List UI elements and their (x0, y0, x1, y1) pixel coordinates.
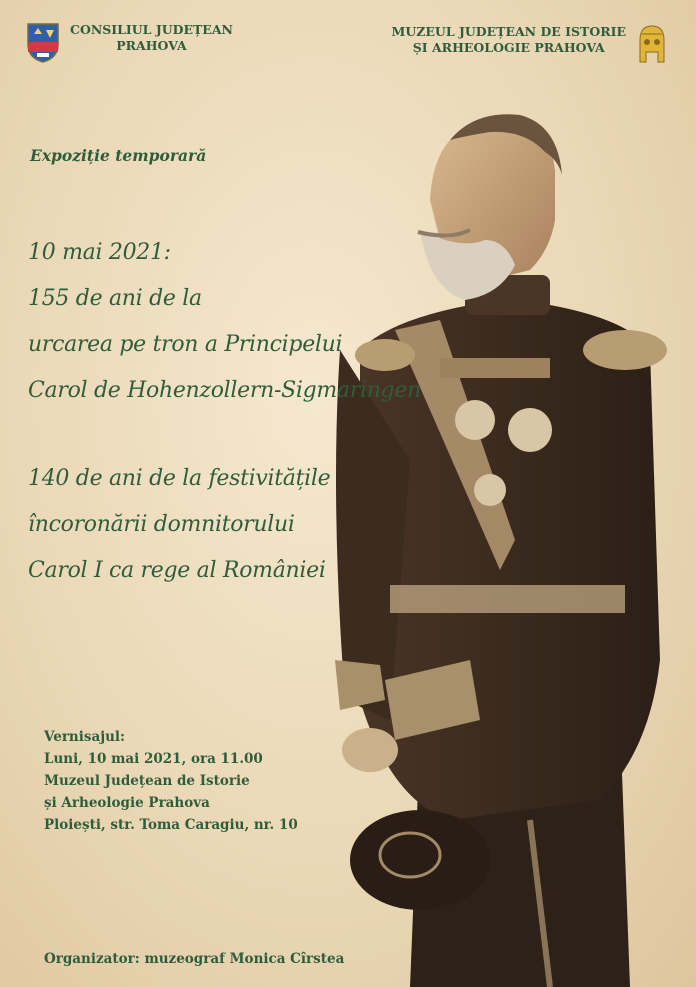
title-block-1 (28, 230, 421, 414)
organizer: Organizator: muzeograf Monica Cîrstea (44, 951, 345, 967)
title-line: 155 de ani de la (28, 286, 202, 311)
title-block-2 (28, 456, 330, 594)
event-label: Vernisajul: (44, 729, 126, 745)
golden-helmet-icon (636, 24, 668, 64)
title-line: 140 de ani de la festivitățile (28, 466, 331, 491)
county-council-line2: PRAHOVA (116, 38, 187, 53)
museum-line1: MUZEUL JUDEȚEAN DE ISTORIE (391, 24, 626, 39)
museum-line2: ȘI ARHEOLOGIE PRAHOVA (412, 40, 605, 55)
county-crest-icon (26, 22, 60, 64)
event-datetime: Luni, 10 mai 2021, ora 11.00 (44, 751, 263, 767)
title-line: 10 mai 2021: (28, 240, 171, 265)
event-venue-line2: și Arheologie Prahova (44, 795, 210, 811)
county-council-name (70, 22, 233, 54)
exhibition-type: Expoziție temporară (30, 146, 207, 165)
event-venue-line1: Muzeul Județean de Istorie (44, 773, 250, 789)
header-left (26, 22, 233, 64)
title-line: Carol de Hohenzollern-Sigmaringen (28, 378, 421, 403)
county-council-line1: CONSILIUL JUDEȚEAN (70, 22, 233, 37)
title-line: Carol I ca rege al României (28, 558, 326, 583)
title-line: urcarea pe tron a Principelui (28, 332, 343, 357)
header-right (392, 24, 668, 64)
title-line: încoronării domnitorului (28, 512, 295, 537)
museum-name (392, 24, 626, 56)
event-info (44, 726, 298, 836)
event-address: Ploiești, str. Toma Caragiu, nr. 10 (44, 817, 298, 833)
